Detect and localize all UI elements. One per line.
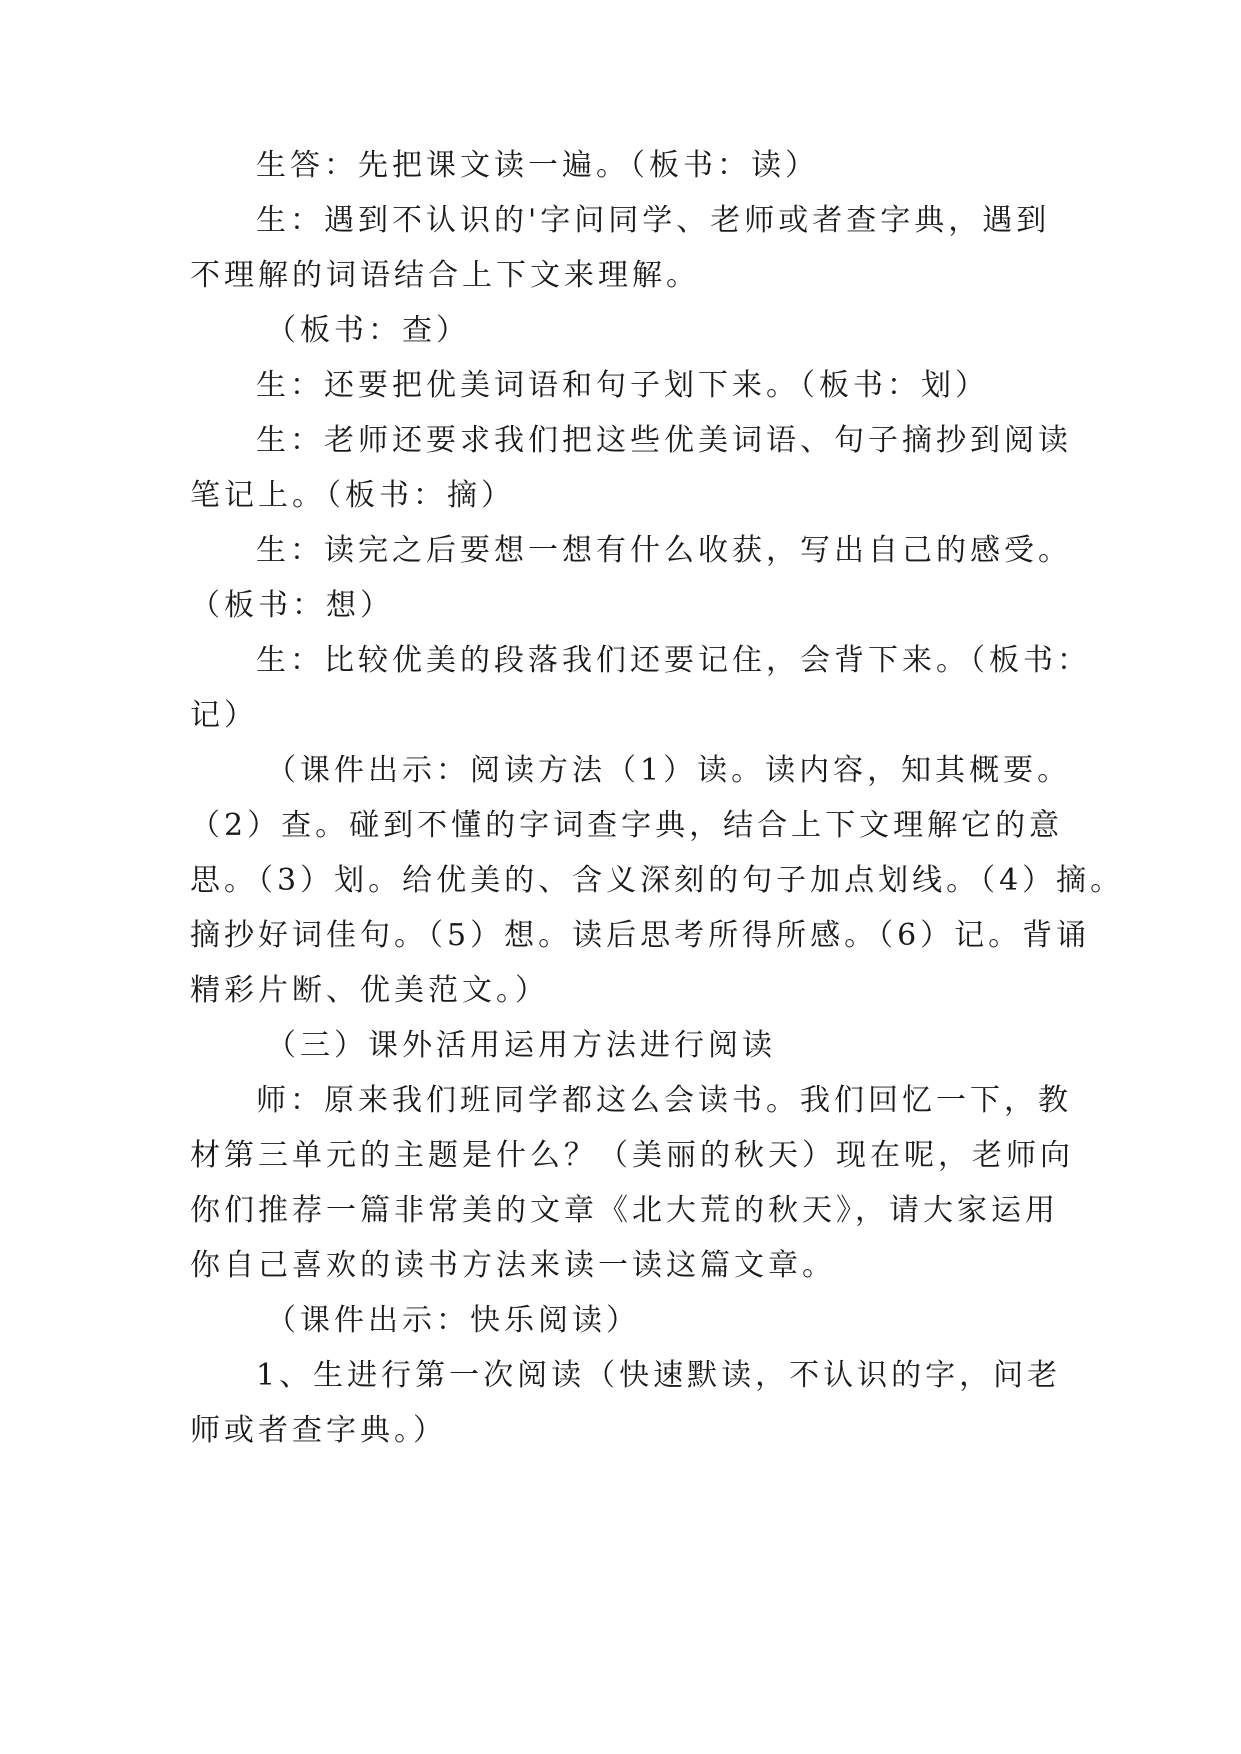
text-line: （板书：查） <box>266 313 470 348</box>
text-line: （板书：想） <box>190 588 394 623</box>
text-line: 生：遇到不认识的'字问同学、老师或者查字典，遇到 <box>256 203 1051 238</box>
text-line: 你自己喜欢的读书方法来读一读这篇文章。 <box>190 1248 836 1283</box>
text-line: （2）查。碰到不懂的字词查字典，结合上下文理解它的意 <box>190 808 1064 843</box>
text-line: 不理解的词语结合上下文来理解。 <box>190 258 700 293</box>
text-line: 思。（3）划。给优美的、含义深刻的句子加点划线。（4）摘。 <box>190 863 1125 898</box>
text-line: 1、生进行第一次阅读（快速默读，不认识的字，问老 <box>256 1358 1062 1393</box>
text-line: （课件出示：快乐阅读） <box>266 1303 640 1338</box>
text-line: 笔记上。（板书：摘） <box>190 478 515 513</box>
text-line: 精彩片断、优美范文。） <box>190 973 549 1008</box>
text-line: 生答：先把课文读一遍。（板书：读） <box>256 148 819 183</box>
section-heading: （三）课外活用运用方法进行阅读 <box>266 1028 776 1063</box>
text-line: 师或者查字典。） <box>190 1413 447 1448</box>
text-line: （课件出示：阅读方法（1）读。读内容，知其概要。 <box>266 753 1072 788</box>
text-line: 摘抄好词佳句。（5）想。读后思考所得所感。（6）记。背诵 <box>190 918 1091 953</box>
text-line: 生：老师还要求我们把这些优美词语、句子摘抄到阅读 <box>256 423 1072 458</box>
text-line: 材第三单元的主题是什么？（美丽的秋天）现在呢，老师向 <box>190 1138 1074 1173</box>
text-line: 生：还要把优美词语和句子划下来。（板书：划） <box>256 368 989 403</box>
text-line: 记） <box>190 698 258 733</box>
text-line: 你们推荐一篇非常美的文章《北大荒的秋天》，请大家运用 <box>190 1193 1059 1228</box>
text-line: 生：读完之后要想一想有什么收获，写出自己的感受。 <box>256 533 1072 568</box>
text-line: 生：比较优美的段落我们还要记住，会背下来。（板书： <box>256 643 1091 678</box>
text-line: 师：原来我们班同学都这么会读书。我们回忆一下，教 <box>256 1083 1072 1118</box>
